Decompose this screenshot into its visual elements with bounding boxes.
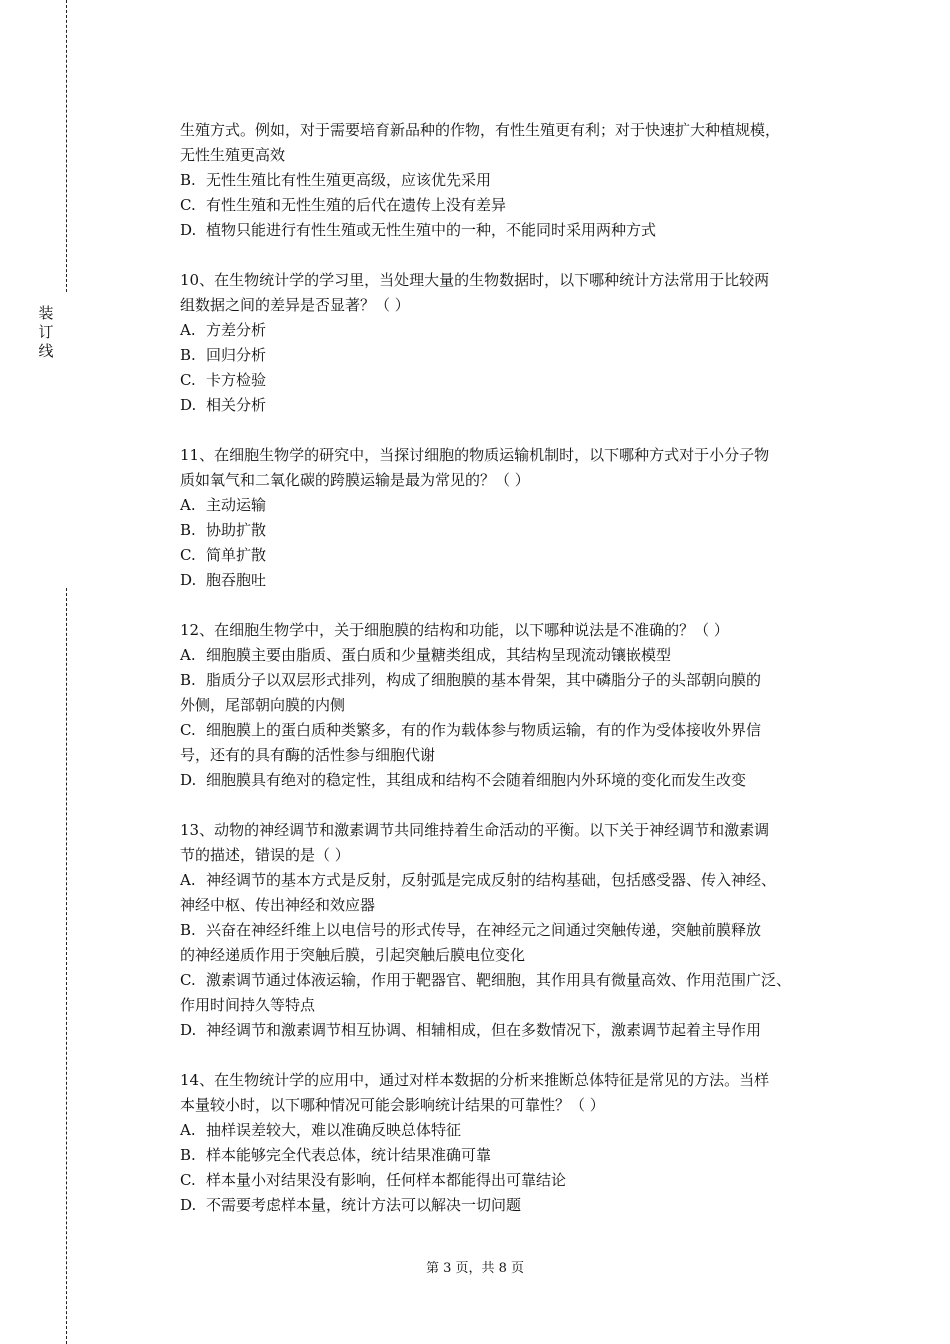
option-text-continued: 神经中枢、传出神经和效应器	[180, 896, 376, 914]
question-text-line: 11、在细胞生物学的研究中，当探讨细胞的物质运输机制时，以下哪种方式对于小分子物	[180, 446, 770, 464]
option-text: 胞吞胞吐	[206, 571, 267, 589]
question-10	[180, 268, 860, 418]
option-letter: B.	[180, 671, 196, 689]
option-text-continued: 作用时间持久等特点	[180, 996, 316, 1014]
option-b	[180, 668, 860, 693]
option-a	[180, 868, 860, 893]
option-letter: D.	[180, 221, 197, 239]
option-text: 样本量小对结果没有影响，任何样本都能得出可靠结论	[206, 1171, 567, 1189]
option-letter: B.	[180, 921, 196, 939]
option-c	[180, 368, 860, 393]
option-text: 相关分析	[206, 396, 267, 414]
question-text-line: 10、在生物统计学的学习里，当处理大量的生物数据时，以下哪种统计方法常用于比较两	[180, 271, 770, 289]
option-letter: B.	[180, 346, 196, 364]
option-text: 无性生殖比有性生殖更高级，应该优先采用	[206, 171, 492, 189]
question-text-line: 质如氧气和二氧化碳的跨膜运输是最为常见的？（ ）	[180, 471, 530, 489]
question-14	[180, 1068, 860, 1218]
option-letter: A.	[180, 1121, 196, 1139]
option-text: 不需要考虑样本量，统计方法可以解决一切问题	[206, 1196, 522, 1214]
question-11	[180, 443, 860, 593]
option-letter: D.	[180, 571, 197, 589]
question-text-line: 生殖方式。例如，对于需要培育新品种的作物，有性生殖更有利；对于快速扩大种植规模，	[180, 121, 781, 139]
option-c	[180, 543, 860, 568]
option-letter: A.	[180, 321, 196, 339]
option-text: 脂质分子以双层形式排列，构成了细胞膜的基本骨架，其中磷脂分子的头部朝向膜的	[206, 671, 762, 689]
option-a	[180, 493, 860, 518]
page-content	[180, 118, 860, 1218]
option-text: 兴奋在神经纤维上以电信号的形式传导，在神经元之间通过突触传递，突触前膜释放	[206, 921, 762, 939]
option-text-continued: 的神经递质作用于突触后膜，引起突触后膜电位变化	[180, 946, 526, 964]
option-b	[180, 918, 860, 943]
option-text: 回归分析	[206, 346, 267, 364]
option-d	[180, 1018, 860, 1043]
option-letter: C.	[180, 1171, 196, 1189]
option-letter: D.	[180, 1021, 197, 1039]
option-c	[180, 718, 860, 743]
option-b	[180, 343, 860, 368]
binding-line-bottom	[66, 588, 67, 1344]
question-text-line: 组数据之间的差异是否显著？（ ）	[180, 296, 410, 314]
option-b	[180, 518, 860, 543]
binding-char: 装	[38, 304, 54, 322]
option-letter: A.	[180, 646, 196, 664]
option-text: 细胞膜上的蛋白质种类繁多，有的作为载体参与物质运输，有的作为受体接收外界信	[206, 721, 762, 739]
option-letter: C.	[180, 371, 196, 389]
option-text: 样本能够完全代表总体，统计结果准确可靠	[206, 1146, 492, 1164]
question-9-continuation	[180, 118, 860, 243]
option-letter: D.	[180, 396, 197, 414]
option-letter: A.	[180, 496, 196, 514]
option-text: 抽样误差较大，难以准确反映总体特征	[206, 1121, 462, 1139]
option-letter: C.	[180, 546, 196, 564]
question-13	[180, 818, 860, 1043]
option-text: 简单扩散	[206, 546, 267, 564]
option-d	[180, 768, 860, 793]
option-letter: C.	[180, 196, 196, 214]
option-text: 方差分析	[206, 321, 267, 339]
option-text: 细胞膜具有绝对的稳定性，其组成和结构不会随着细胞内外环境的变化而发生改变	[206, 771, 747, 789]
option-text: 激素调节通过体液运输，作用于靶器官、靶细胞，其作用具有微量高效、作用范围广泛、	[206, 971, 792, 989]
option-letter: B.	[180, 1146, 196, 1164]
option-letter: B.	[180, 171, 196, 189]
question-12	[180, 618, 860, 793]
binding-label	[36, 304, 56, 361]
binding-char: 订	[38, 323, 54, 341]
option-a	[180, 643, 860, 668]
binding-char: 线	[38, 342, 54, 360]
page-number: 第 3 页，共 8 页	[425, 1261, 525, 1276]
option-b	[180, 1143, 860, 1168]
question-text-line: 无性生殖更高效	[180, 146, 286, 164]
option-c	[180, 193, 860, 218]
option-text: 神经调节和激素调节相互协调、相辅相成，但在多数情况下，激素调节起着主导作用	[206, 1021, 762, 1039]
question-text-line: 本量较小时，以下哪种情况可能会影响统计结果的可靠性？（ ）	[180, 1096, 605, 1114]
option-c	[180, 968, 860, 993]
question-text-line: 14、在生物统计学的应用中，通过对样本数据的分析来推断总体特征是常见的方法。当样	[180, 1071, 770, 1089]
question-text-line: 13、动物的神经调节和激素调节共同维持着生命活动的平衡。以下关于神经调节和激素调	[180, 821, 770, 839]
question-text-line: 12、在细胞生物学中，关于细胞膜的结构和功能，以下哪种说法是不准确的？（ ）	[180, 621, 729, 639]
option-text: 卡方检验	[206, 371, 267, 389]
option-text: 神经调节的基本方式是反射，反射弧是完成反射的结构基础，包括感受器、传入神经、	[206, 871, 777, 889]
option-a	[180, 1118, 860, 1143]
binding-line-top	[66, 0, 67, 292]
option-b	[180, 168, 860, 193]
option-text: 主动运输	[206, 496, 267, 514]
option-letter: A.	[180, 871, 196, 889]
option-letter: D.	[180, 1196, 197, 1214]
option-letter: D.	[180, 771, 197, 789]
question-text-line: 节的描述，错误的是（ ）	[180, 846, 350, 864]
option-letter: C.	[180, 971, 196, 989]
option-c	[180, 1168, 860, 1193]
option-d	[180, 568, 860, 593]
option-a	[180, 318, 860, 343]
option-text: 有性生殖和无性生殖的后代在遗传上没有差异	[206, 196, 507, 214]
option-text: 植物只能进行有性生殖或无性生殖中的一种，不能同时采用两种方式	[206, 221, 657, 239]
option-text-continued: 外侧，尾部朝向膜的内侧	[180, 696, 346, 714]
option-text: 细胞膜主要由脂质、蛋白质和少量糖类组成，其结构呈现流动镶嵌模型	[206, 646, 672, 664]
option-d	[180, 218, 860, 243]
option-text: 协助扩散	[206, 521, 267, 539]
option-letter: C.	[180, 721, 196, 739]
option-d	[180, 1193, 860, 1218]
option-d	[180, 393, 860, 418]
option-letter: B.	[180, 521, 196, 539]
option-text-continued: 号，还有的具有酶的活性参与细胞代谢	[180, 746, 436, 764]
